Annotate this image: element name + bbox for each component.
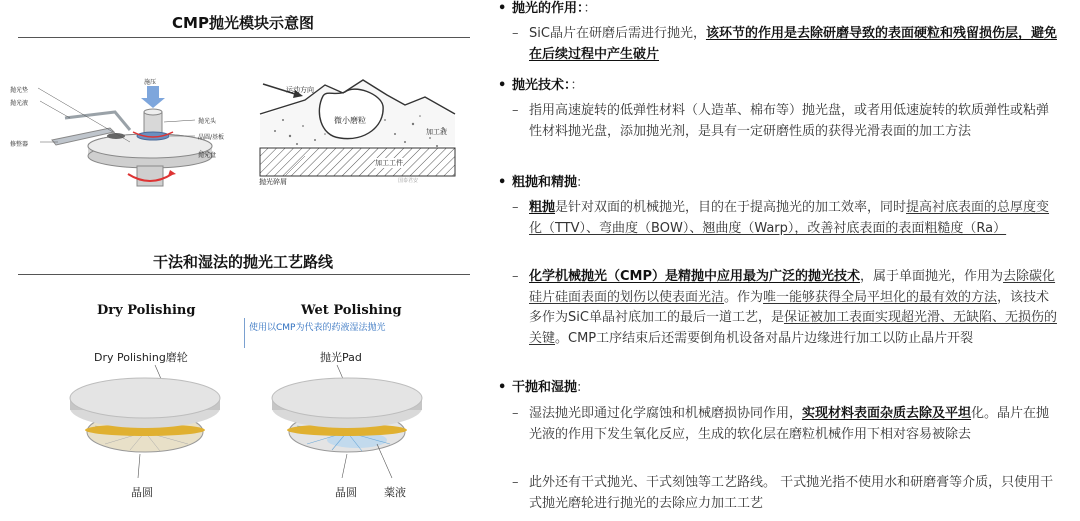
workpiece-label: 加工工件	[375, 159, 403, 167]
cmp-module-diagram	[10, 70, 230, 195]
bullet-rough-fine: • 粗抛和精抛:	[498, 175, 582, 190]
bullet-polishing-tech: • 抛光技术：：	[498, 78, 584, 93]
wet-polishing-title: Wet Polishing	[301, 303, 402, 318]
dry-wheel-label: Dry Polishing磨轮	[94, 351, 188, 364]
dry-wafer-label: 晶圆	[131, 486, 153, 499]
dry-polishing-title: Dry Polishing	[97, 303, 196, 318]
cmp-fine-polishing-item: – 化学机械抛光（CMP）是精抛中应用最为广泛的抛光技术，属于单面抛光，作用为去除碳化硅片硅面表面的划伤以使表面光洁。作为唯一能够获得全局平坦化的最有效的方法，该技术多作为SiC单晶衬底加工的最后一道工艺，是保证被加工表面实现超光滑、无缺陷、无损伤的关键。CMP工序结束后还需要倒角机设备对晶片边缘进行加工以防止晶片开裂	[512, 269, 1057, 346]
wet-polishing-item: – 湿法抛光即通过化学腐蚀和机械磨损协同作用，实现材料表面杂质去除及平坦化。晶片在抛光液的作用下发生氧化反应，生成的软化层在磨粒机械作用下相对容易被除去	[512, 406, 1050, 442]
dry-polishing-illustration	[60, 360, 230, 485]
route-title: 干法和湿法的抛光工艺路线	[152, 253, 333, 271]
polishing-role-item: – SiC晶片在研磨后需进行抛光，该环节的作用是去除研磨导致的表面硬粒和残留损伤层，避免在后续过程中产生破片	[512, 26, 1057, 62]
fluid-label: 加工液	[426, 128, 447, 136]
head-label: 抛光头	[198, 118, 217, 125]
wet-polishing-illustration	[262, 360, 432, 485]
bullet-dry-wet: • 干抛和湿抛:	[498, 380, 582, 395]
right-text-column	[488, 0, 1080, 521]
pad-label: 抛光垫	[10, 87, 29, 94]
title-divider	[18, 37, 470, 38]
dry-polishing-item: – 此外还有干式抛光、干式刻蚀等工艺路线。 干式抛光指不使用水和研磨膏等介质，只使用干式抛光磨轮进行抛光的去除应力加工工艺	[512, 475, 1054, 511]
slurry-label: 抛光液	[10, 100, 29, 107]
wet-pad-label: 抛光Pad	[320, 351, 362, 364]
polishing-tech-item: – 指用高速旋转的低弹性材料（人造革、棉布等）抛光盘，或者用低速旋转的软质弹性或粘弹性材料抛光盘，添加抛光剂，是具有一定研磨性质的获得光滑表面的加工方法	[512, 103, 1050, 139]
wet-wafer-label: 晶圆	[335, 486, 357, 499]
particle-label: 微小磨粒	[334, 116, 366, 125]
watermark-label: 国泰君安	[398, 178, 419, 184]
bullet-polishing-role: • 抛光的作用：：	[498, 1, 597, 16]
chem-label: 薬液	[384, 486, 406, 499]
left-figure-column	[0, 0, 486, 521]
rough-polishing-item: – 粗抛是针对双面的机械抛光，目的在于提高抛光的加工效率，同时提高衬底表面的总厚度变化（TTV）、弯曲度（BOW）、翘曲度（Warp），改善衬底表面的表面粗糙度（Ra）	[512, 200, 1050, 236]
direction-label: 运动方向	[286, 86, 314, 94]
press-label: 施压	[144, 79, 157, 86]
route-divider	[18, 274, 470, 275]
wafer-substrate-label: 晶圆/基板	[198, 134, 225, 141]
cmp-diagram-title: CMP抛光模块示意图	[172, 14, 314, 32]
conditioner-label: 修整器	[10, 141, 29, 148]
dry-wet-divider	[244, 318, 245, 348]
platen-label: 抛光盘	[198, 152, 217, 159]
wet-polishing-subtitle: 使用以CMP为代表的药液湿法抛光	[249, 323, 386, 333]
debris-label: 抛光碎屑	[259, 178, 287, 186]
